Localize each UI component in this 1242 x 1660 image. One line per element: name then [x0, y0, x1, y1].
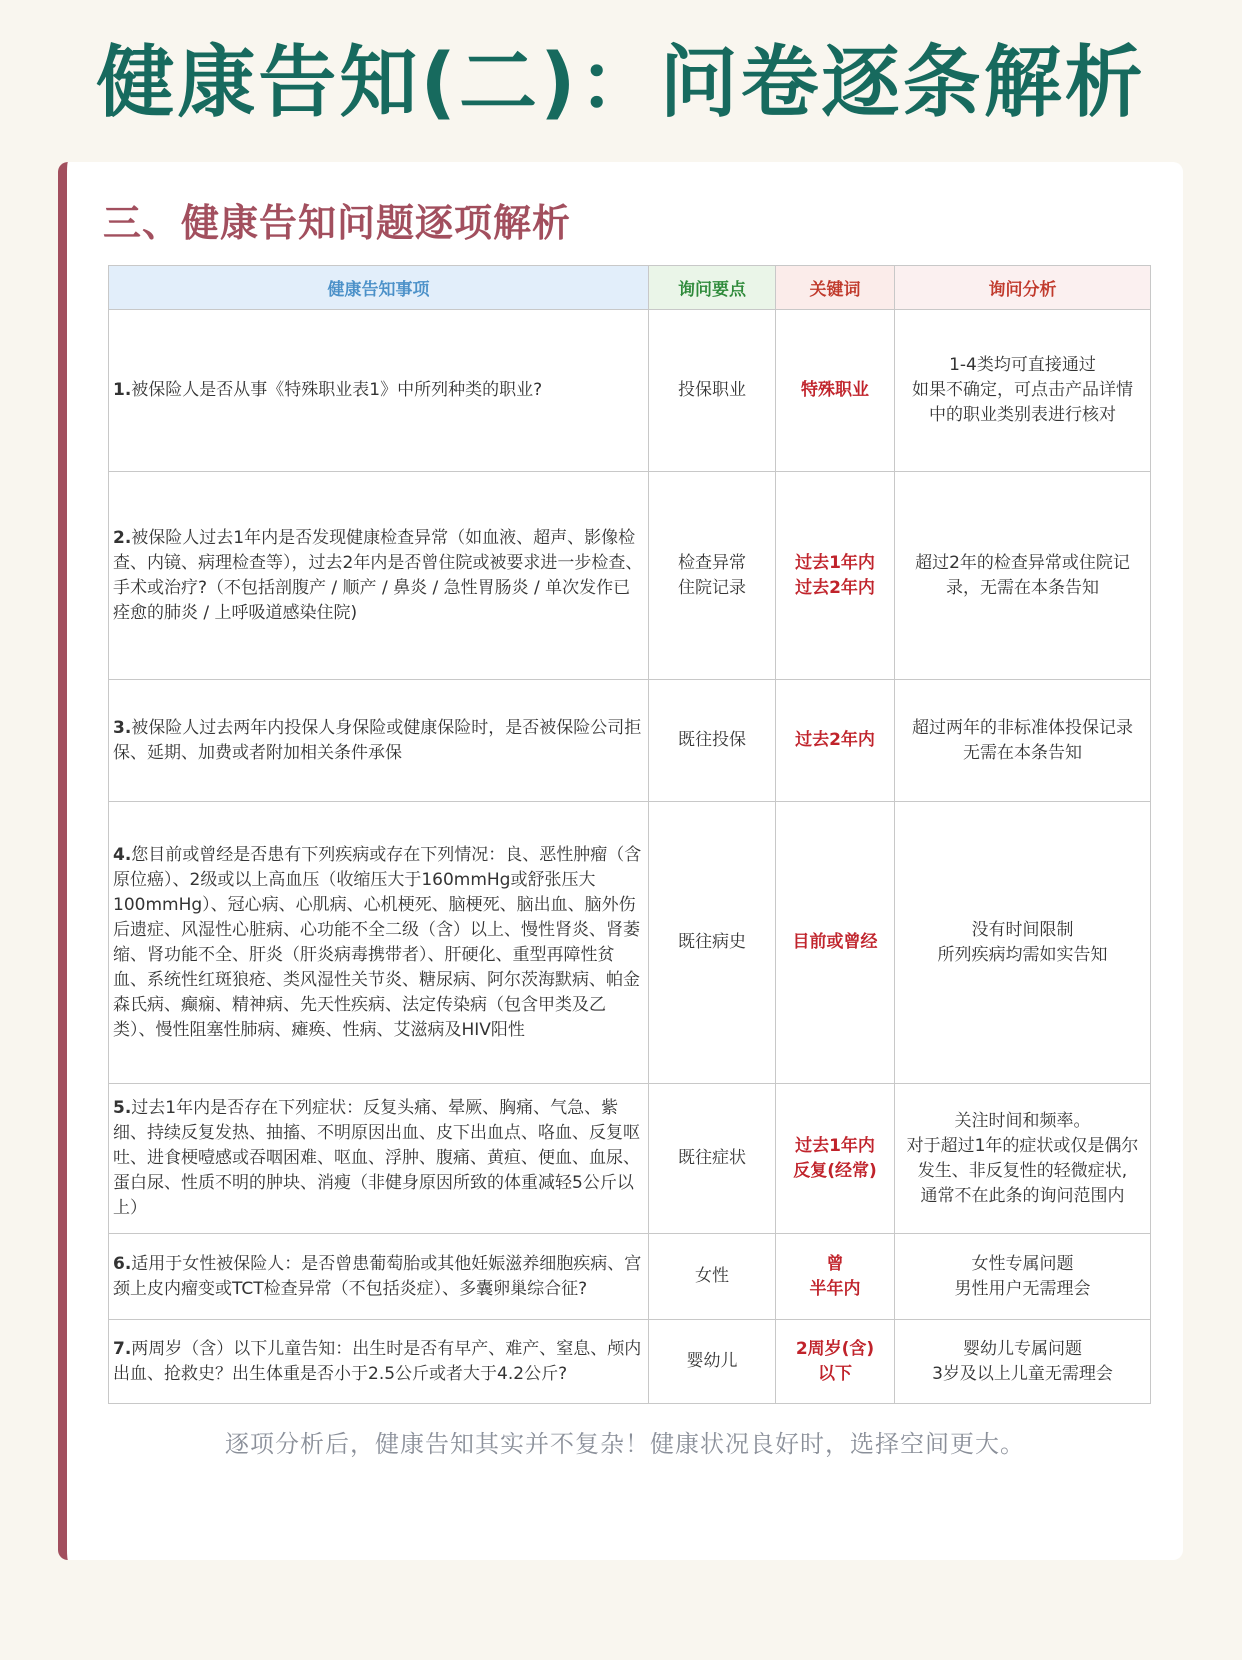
analysis-line: 女性专属问题	[971, 1253, 1074, 1274]
table-row	[109, 680, 1151, 802]
point-cell	[649, 1084, 776, 1234]
keyword-line: 特殊职业	[801, 380, 869, 400]
analysis-line: 超过两年的非标准体投保记录	[912, 717, 1133, 738]
header-analysis: 询问分析	[895, 266, 1151, 310]
analysis-line: 通常不在此条的询问范围内	[920, 1185, 1125, 1206]
analysis-cell	[895, 1084, 1151, 1234]
question-cell	[109, 1234, 649, 1320]
question-cell	[109, 802, 649, 1084]
point-line: 女性	[695, 1266, 729, 1286]
table-row	[109, 802, 1151, 1084]
point-line: 住院记录	[678, 577, 746, 598]
keyword-line: 过去1年内	[795, 1135, 875, 1156]
point-line: 投保职业	[678, 380, 746, 400]
point-cell	[649, 472, 776, 680]
analysis-line: 录，无需在本条告知	[946, 577, 1099, 598]
keyword-cell	[776, 472, 895, 680]
analysis-cell	[895, 1234, 1151, 1320]
point-line: 检查异常	[678, 552, 746, 573]
question-number: 7.	[113, 1338, 132, 1359]
keyword-line: 过去2年内	[795, 577, 875, 598]
keyword-cell	[776, 1234, 895, 1320]
keyword-line: 目前或曾经	[792, 932, 878, 952]
analysis-line: 男性用户无需理会	[954, 1278, 1091, 1299]
point-line: 既往病史	[678, 932, 746, 952]
analysis-line: 1-4类均可直接通过	[949, 355, 1096, 375]
keyword-line: 2周岁(含)	[795, 1338, 875, 1359]
question-number: 2.	[113, 527, 132, 548]
analysis-line: 超过2年的检查异常或住院记	[915, 552, 1130, 573]
point-cell	[649, 1234, 776, 1320]
analysis-line: 所列疾病均需如实告知	[937, 944, 1108, 965]
keyword-cell	[776, 680, 895, 802]
table-row	[109, 472, 1151, 680]
question-cell	[109, 310, 649, 472]
analysis-line: 没有时间限制	[971, 919, 1074, 940]
point-line: 婴幼儿	[686, 1351, 738, 1371]
page-title: 健康告知(二)：问卷逐条解析	[96, 38, 1146, 128]
question-number: 1.	[113, 380, 132, 400]
table-row	[109, 1084, 1151, 1234]
header-item: 健康告知事项	[109, 266, 649, 310]
analysis-cell	[895, 680, 1151, 802]
table-row	[109, 310, 1151, 472]
point-cell	[649, 802, 776, 1084]
analysis-line: 无需在本条告知	[963, 742, 1082, 763]
table-row	[109, 1234, 1151, 1320]
analysis-line: 如果不确定，可点击产品详情	[912, 380, 1133, 400]
analysis-line: 中的职业类别表进行核对	[929, 405, 1116, 425]
point-cell	[649, 310, 776, 472]
keyword-cell	[776, 1084, 895, 1234]
point-line: 既往症状	[678, 1148, 746, 1168]
question-text: 被保险人是否从事《特殊职业表1》中所列种类的职业?	[131, 380, 543, 400]
question-text: 两周岁（含）以下儿童告知：出生时是否有早产、难产、窒息、颅内出血、抢救史？出生体重是否小于2.5公斤或者大于4.2公斤?	[113, 1338, 642, 1384]
health-notice-table	[108, 265, 1151, 1404]
keyword-line: 曾	[826, 1253, 844, 1274]
question-cell	[109, 1320, 649, 1404]
analysis-cell	[895, 1320, 1151, 1404]
analysis-cell	[895, 310, 1151, 472]
question-number: 5.	[113, 1098, 132, 1118]
content-card	[58, 162, 1183, 1560]
keyword-line: 半年内	[809, 1278, 861, 1299]
question-cell	[109, 1084, 649, 1234]
analysis-line: 发生、非反复性的轻微症状,	[917, 1160, 1128, 1181]
question-text: 被保险人过去两年内投保人身保险或健康保险时，是否被保险公司拒保、延期、加费或者附加相关条件承保	[113, 717, 642, 763]
section-title: 三、健康告知问题逐项解析	[103, 201, 572, 245]
question-text: 被保险人过去1年内是否发现健康检查异常（如血液、超声、影像检查、内镜、病理检查等），过去2年内是否曾住院或被要求进一步检查、手术或治疗?（不包括剖腹产 / 顺产 / 鼻炎 / 急性胃肠炎 / 单次发作已痊愈的肺炎 / 上呼吸道感染住院)	[113, 527, 643, 623]
header-keyword: 关键词	[776, 266, 895, 310]
analysis-line: 关注时间和频率。	[954, 1110, 1091, 1131]
question-number: 6.	[113, 1253, 132, 1274]
footer-note: 逐项分析后，健康告知其实并不复杂！健康状况良好时，选择空间更大。	[225, 1430, 1025, 1458]
question-text: 您目前或曾经是否患有下列疾病或存在下列情况：良、恶性肿瘤（含原位癌）、2级或以上高血压（收缩压大于160mmHg或舒张压大100mmHg）、冠心病、心肌病、心机梗死、脑梗死、脑出血、脑外伤后遗症、风湿性心脏病、心功能不全二级（含）以上、慢性肾炎、肾萎缩、肾功能不全、肝炎（肝炎病毒携带者）、肝硬化、重型再障性贫血、系统性红斑狼疮、类风湿性关节炎、糖尿病、阿尔茨海默病、帕金森氏病、癫痫、精神病、先天性疾病、法定传染病（包含甲类及乙类）、慢性阻塞性肺病、瘫痪、性病、艾滋病及HIV阳性	[113, 844, 642, 1040]
analysis-line: 3岁及以上儿童无需理会	[932, 1363, 1113, 1384]
keyword-line: 过去2年内	[795, 730, 875, 750]
analysis-cell	[895, 472, 1151, 680]
point-cell	[649, 1320, 776, 1404]
analysis-cell	[895, 802, 1151, 1084]
keyword-line: 以下	[818, 1363, 852, 1384]
analysis-line: 对于超过1年的症状或仅是偶尔	[906, 1135, 1139, 1156]
question-text: 过去1年内是否存在下列症状：反复头痛、晕厥、胸痛、气急、紫细、持续反复发热、抽搐、不明原因出血、皮下出血点、咯血、反复呕吐、进食梗噎感或吞咽困难、呕血、浮肿、腹痛、黄疸、便血、血尿、蛋白尿、性质不明的肿块、消瘦（非健身原因所致的体重减轻5公斤以上）	[113, 1098, 640, 1218]
analysis-line: 婴幼儿专属问题	[963, 1338, 1082, 1359]
question-cell	[109, 472, 649, 680]
point-line: 既往投保	[678, 730, 746, 750]
header-point: 询问要点	[649, 266, 776, 310]
keyword-line: 反复(经常)	[793, 1160, 877, 1181]
table-header-row	[109, 266, 1151, 310]
question-number: 4.	[113, 844, 132, 865]
table-row	[109, 1320, 1151, 1404]
keyword-line: 过去1年内	[795, 552, 875, 573]
question-text: 适用于女性被保险人：是否曾患葡萄胎或其他妊娠滋养细胞疾病、宫颈上皮内瘤变或TCT检查异常（不包括炎症）、多囊卵巢综合征?	[113, 1253, 642, 1299]
question-number: 3.	[113, 717, 132, 738]
question-cell	[109, 680, 649, 802]
point-cell	[649, 680, 776, 802]
keyword-cell	[776, 1320, 895, 1404]
keyword-cell	[776, 802, 895, 1084]
keyword-cell	[776, 310, 895, 472]
